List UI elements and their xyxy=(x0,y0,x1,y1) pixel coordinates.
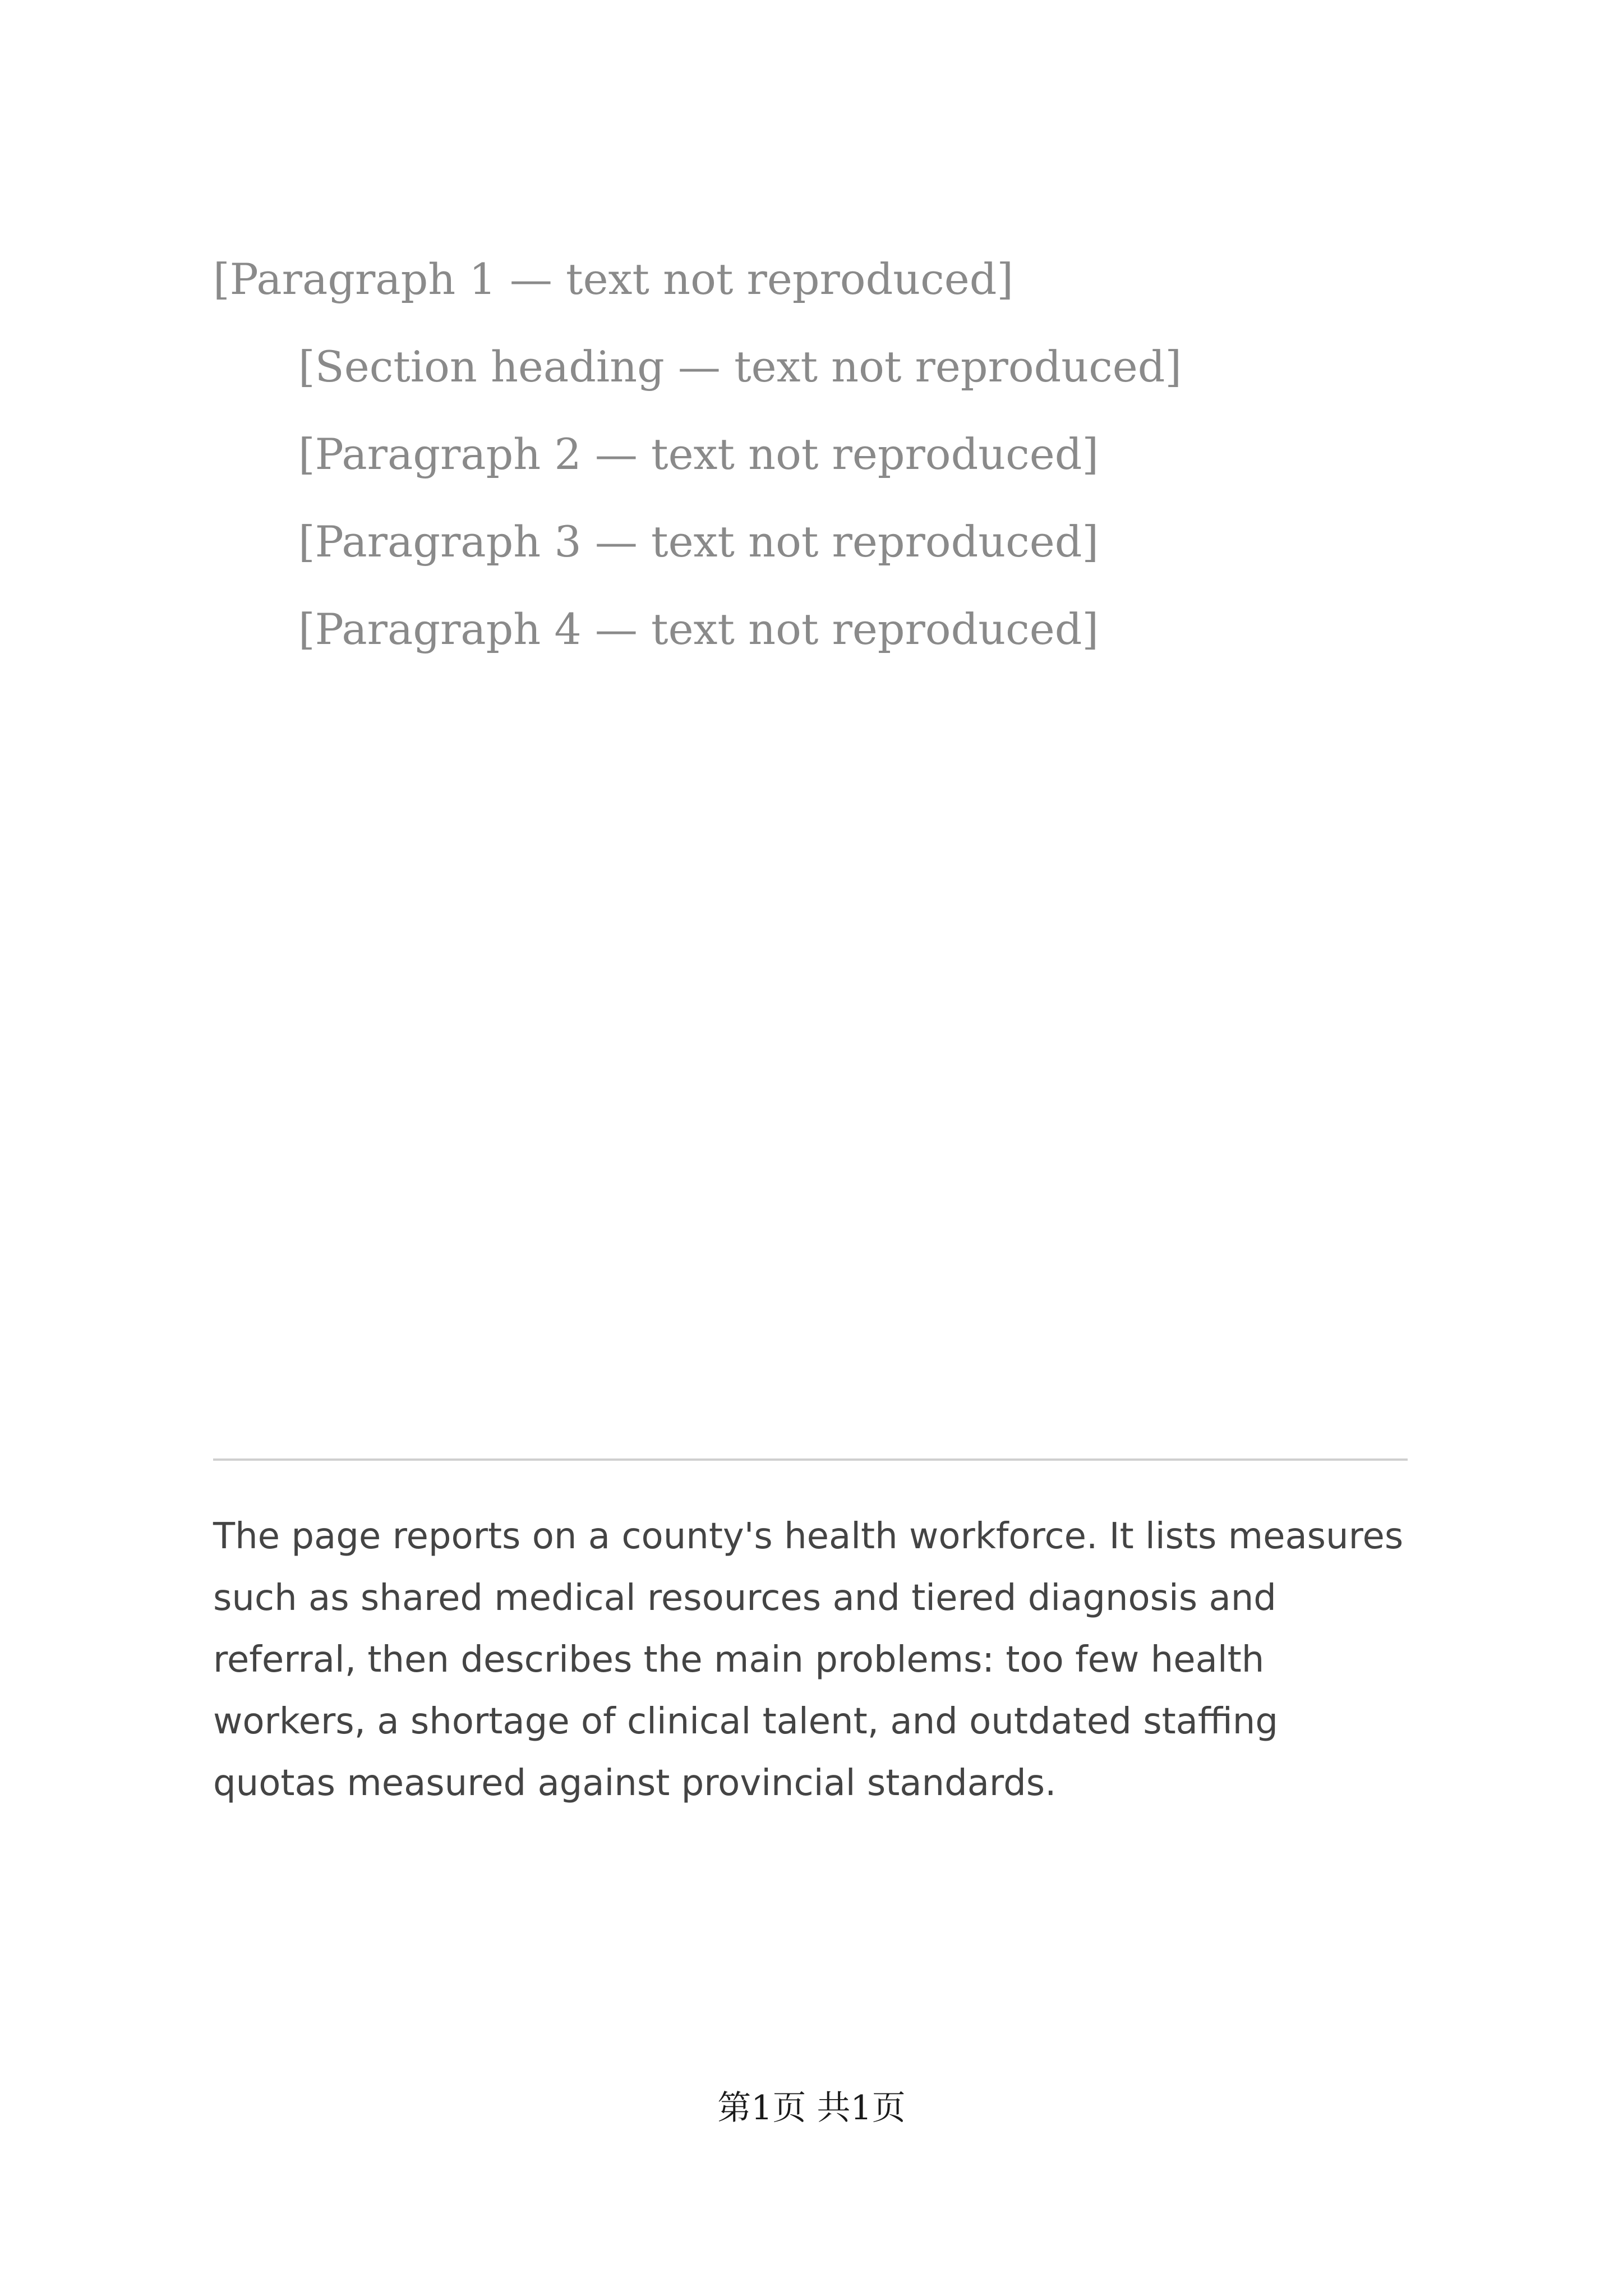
document-body xyxy=(213,236,1408,673)
page-footer: 第1页 共1页 xyxy=(717,2088,906,2128)
paragraph-1: [Paragraph 1 — text not reproduced] xyxy=(213,254,1014,304)
section-heading: [Section heading — text not reproduced] xyxy=(298,342,1182,392)
paragraph-3: [Paragraph 3 — text not reproduced] xyxy=(298,517,1099,567)
paragraph-2: [Paragraph 2 — text not reproduced] xyxy=(298,429,1099,479)
page-summary: The page reports on a county's health workforce. It lists measures such as shared medical resources and tiered diagnosis and referral, then describes the main problems: too few health workers, a shortage of clinical talent, and outdated staffing quotas measured against provincial standards. xyxy=(213,1458,1408,1814)
paragraph-4: [Paragraph 4 — text not reproduced] xyxy=(298,604,1099,654)
